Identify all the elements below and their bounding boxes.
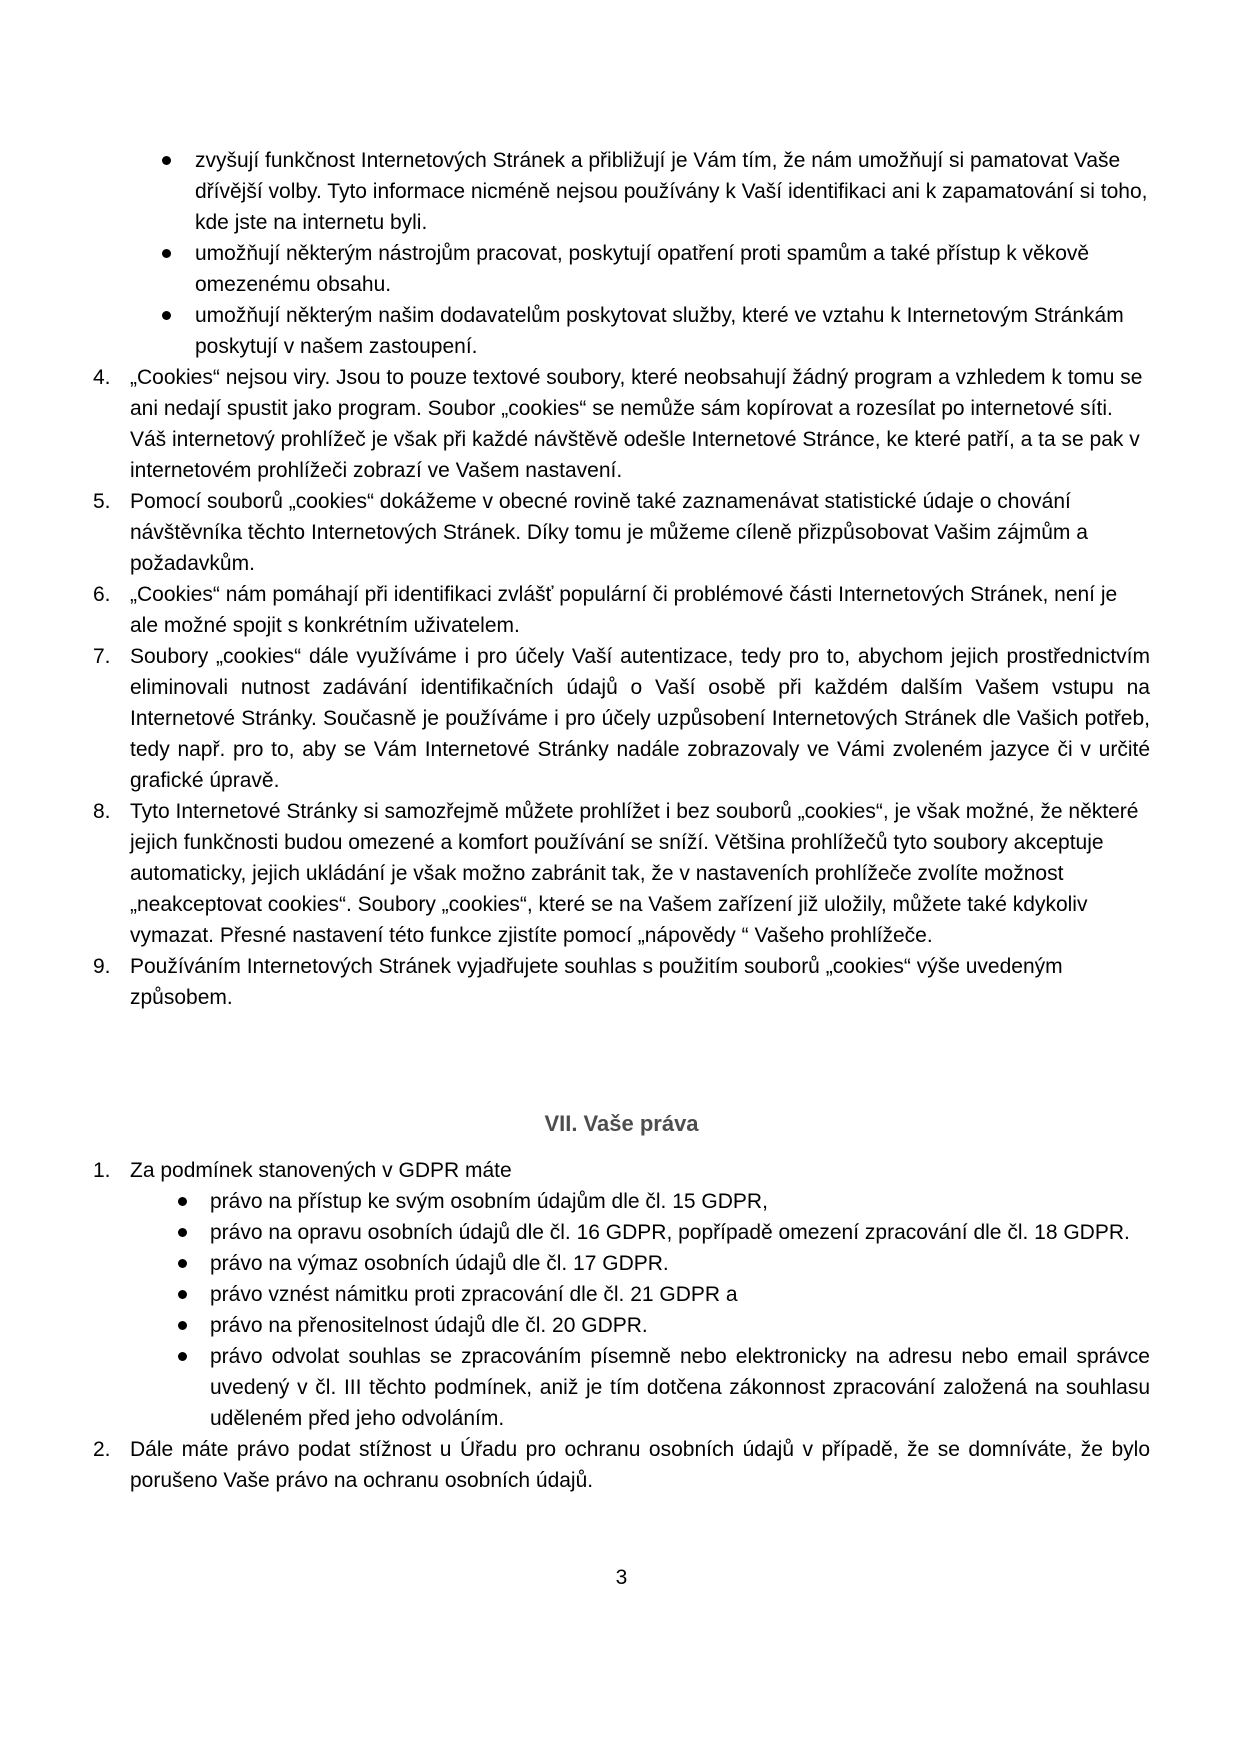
bullet-text: umožňují některým nástrojům pracovat, poskytují opatření proti spamům a také přístup k věkově omezenému obsahu.	[195, 242, 1090, 296]
sub-bullet-text: právo na přenositelnost údajů dle čl. 20 GDPR.	[210, 1314, 648, 1337]
numbered-item	[93, 796, 1150, 951]
bullet-text: zvyšují funkčnost Internetových Stránek a přibližují je Vám tím, že nám umožňují si pamatovat Vaše dřívější volby. Tyto informace nicméně nejsou používány k Vaší identifikaci ani k zapamatování si toho, kde jste na internetu byli.	[195, 149, 1148, 234]
numbered-item	[93, 579, 1150, 641]
bullet-dot-icon	[178, 1310, 210, 1330]
bullet-text: umožňují některým našim dodavatelům poskytovat služby, které ve vztahu k Internetovým Stránkám poskytují v našem zastoupení.	[195, 304, 1124, 358]
bullet-dot-icon	[178, 1341, 210, 1361]
item-number: 4.	[93, 366, 111, 389]
numbered-item	[93, 1434, 1150, 1496]
sub-bullet-item	[130, 1279, 1150, 1310]
item-number: 6.	[93, 583, 111, 606]
numbered-item	[93, 641, 1150, 796]
item-text: Za podmínek stanovených v GDPR máte	[130, 1159, 512, 1182]
bullet-item	[93, 238, 1150, 300]
item-text: Soubory „cookies“ dále využíváme i pro účely Vaší autentizace, tedy pro to, abychom jejich prostřednictvím eliminovali nutnost zadávání identifikačních údajů o Vaší osobě při každém dalším Vašem vstupu na Internetové Stránky. Současně je používáme i pro účely uzpůsobení Internetových Stránek dle Vašich potřeb, tedy např. pro to, aby se Vám Internetové Stránky nadále zobrazovaly ve Vámi zvoleném jazyce či v určité grafické úpravě.	[130, 645, 1150, 792]
item-text: Pomocí souborů „cookies“ dokážeme v obecné rovině také zaznamenávat statistické údaje o chování návštěvníka těchto Internetových Stránek. Díky tomu je můžeme cíleně přizpůsobovat Vašim zájmům a požadavkům.	[130, 490, 1088, 575]
page-content	[93, 0, 1150, 1593]
item-text: Dále máte právo podat stížnost u Úřadu pro ochranu osobních údajů v případě, že se domníváte, že bylo porušeno Vaše právo na ochranu osobních údajů.	[130, 1438, 1150, 1492]
item-number: 8.	[93, 800, 111, 823]
sub-bullet-text: právo odvolat souhlas se zpracováním písemně nebo elektronicky na adresu nebo email správce uvedený v čl. III těchto podmínek, aniž je tím dotčena zákonnost zpracování založená na souhlasu uděleném před jeho odvoláním.	[210, 1345, 1150, 1430]
item-body	[130, 1155, 1150, 1434]
numbered-item	[93, 1155, 1150, 1434]
sub-bullet-text: právo vznést námitku proti zpracování dle čl. 21 GDPR a	[210, 1283, 738, 1306]
item-text: „Cookies“ nejsou viry. Jsou to pouze textové soubory, které neobsahují žádný program a vzhledem k tomu se ani nedají spustit jako program. Soubor „cookies“ se nemůže sám kopírovat a rozesílat po internetové síti. Váš internetový prohlížeč je však při každé návštěvě odešle Internetové Stránce, ke které patří, a ta se pak v internetovém prohlížeči zobrazí ve Vašem nastavení.	[130, 366, 1143, 482]
bullet-item	[93, 300, 1150, 362]
sub-bullet-text: právo na opravu osobních údajů dle čl. 16 GDPR, popřípadě omezení zpracování dle čl. 18 GDPR.	[210, 1221, 1130, 1244]
sub-bullet-item	[130, 1341, 1150, 1434]
item-text: Tyto Internetové Stránky si samozřejmě můžete prohlížet i bez souborů „cookies“, je však možné, že některé jejich funkčnosti budou omezené a komfort používání se sníží. Většina prohlížečů tyto soubory akceptuje automaticky, jejich ukládání je však možno zabránit tak, že v nastaveních prohlížeče zvolíte možnost „neakceptovat cookies“. Soubory „cookies“, které se na Vašem zařízení již uložily, můžete také kdykoliv vymazat. Přesné nastavení této funkce zjistíte pomocí „nápovědy “ Vašeho prohlížeče.	[130, 800, 1139, 947]
numbered-item	[93, 951, 1150, 1013]
sub-bullet-item	[130, 1217, 1150, 1248]
section-heading: VII. Vaše práva	[544, 1111, 699, 1136]
bullet-dot-icon	[162, 238, 195, 258]
sub-bullet-item	[130, 1186, 1150, 1217]
bullet-dot-icon	[178, 1217, 210, 1237]
bullet-dot-icon	[178, 1186, 210, 1206]
page-number: 3	[615, 1566, 628, 1589]
sub-bullet-item	[130, 1310, 1150, 1341]
item-number: 5.	[93, 490, 111, 513]
bullet-dot-icon	[162, 300, 195, 320]
item-text: „Cookies“ nám pomáhají při identifikaci zvlášť populární či problémové části Internetových Stránek, není je ale možné spojit s konkrétním uživatelem.	[130, 583, 1118, 637]
item-text: Používáním Internetových Stránek vyjadřujete souhlas s použitím souborů „cookies“ výše uvedeným způsobem.	[130, 955, 1063, 1009]
item-number: 9.	[93, 955, 111, 978]
numbered-item	[93, 486, 1150, 579]
bullet-dot-icon	[178, 1248, 210, 1268]
sub-bullet-text: právo na výmaz osobních údajů dle čl. 17 GDPR.	[210, 1252, 669, 1275]
item-number: 2.	[93, 1438, 111, 1461]
bullet-item	[93, 145, 1150, 238]
sub-bullet-text: právo na přístup ke svým osobním údajům dle čl. 15 GDPR,	[210, 1190, 768, 1213]
bullet-dot-icon	[178, 1279, 210, 1299]
bullet-dot-icon	[162, 145, 195, 165]
sub-bullet-item	[130, 1248, 1150, 1279]
item-number: 1.	[93, 1159, 111, 1182]
numbered-item	[93, 362, 1150, 486]
item-number: 7.	[93, 645, 111, 668]
